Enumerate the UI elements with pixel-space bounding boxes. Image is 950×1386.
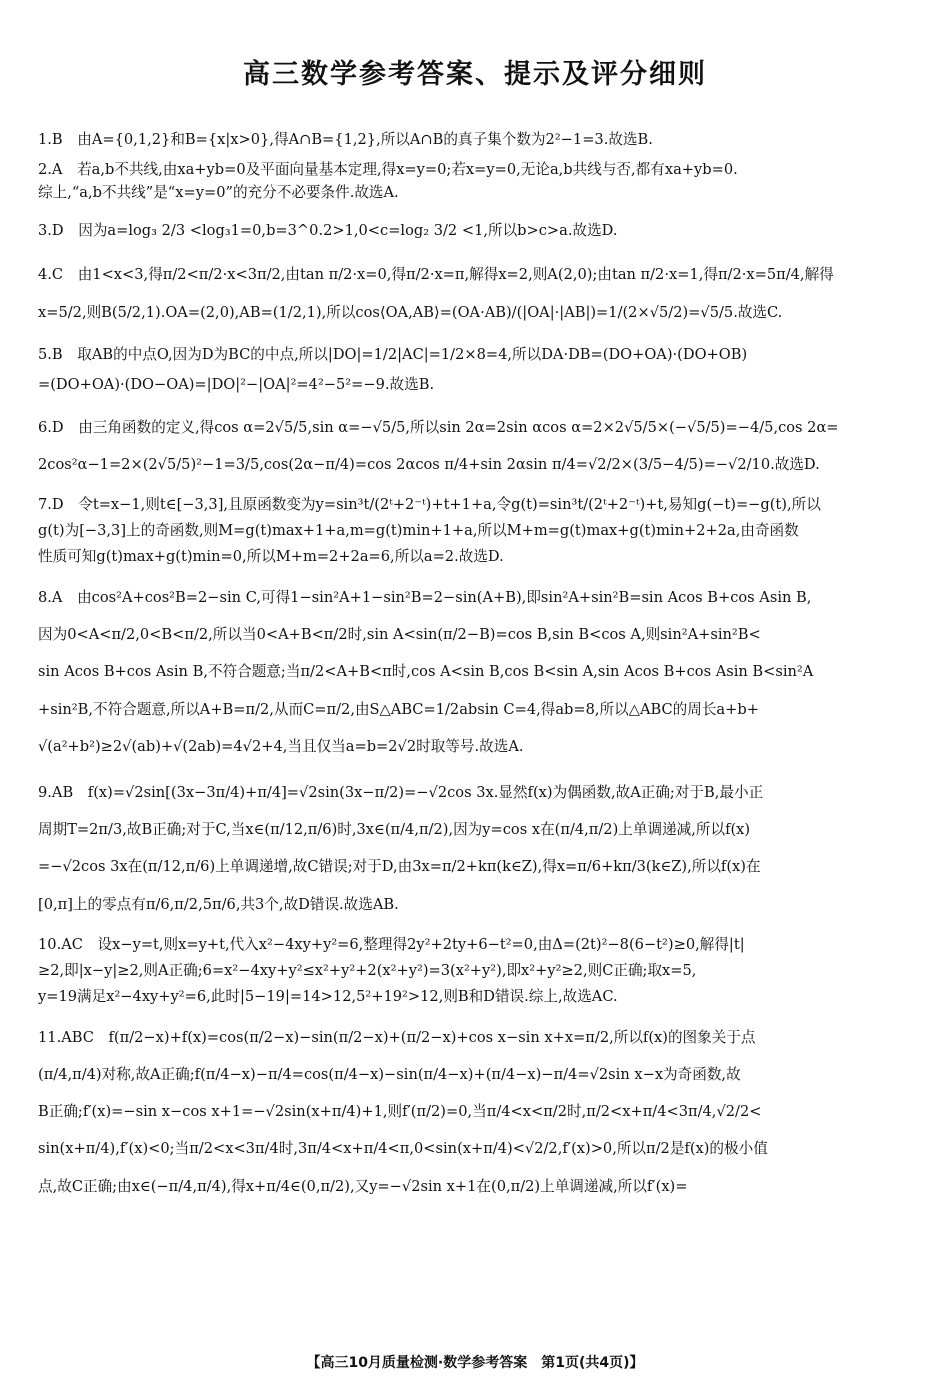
answer-line: y=19满足x²−4xy+y²=6,此时|5−19|=14>12,5²+19²>12,则B和D错误.综上,故选AC. (38, 987, 618, 1005)
answer-line: 综上,“a,b不共线”是“x=y=0”的充分不必要条件.故选A. (38, 184, 399, 202)
answer-item (38, 1019, 918, 1205)
answer-line (38, 932, 918, 958)
answer-number: 3.D (38, 221, 64, 239)
answer-line: ≥2,即|x−y|≥2,则A正确;6=x²−4xy+y²≤x²+y²+2(x²+y²)=3(x²+y²),即x²+y²≥2,则C正确;取x=5, (38, 961, 697, 979)
answer-line: g(t)为[−3,3]上的奇函数,则M=g(t)max+1+a,m=g(t)min+1+a,所以M+m=g(t)max+g(t)min+2+2a,由奇函数 (38, 522, 799, 540)
answer-line (38, 214, 918, 248)
answer-line (38, 158, 918, 182)
answer-text: 取AB的中点O,因为D为BC的中点,所以|DO|=1/2|AC|=1/2×8=4,所以DA·DB=(DO+OA)·(DO+OB) (77, 345, 748, 363)
answer-line (38, 128, 918, 152)
answer-item (38, 932, 918, 1010)
answer-line: =−√2cos 3x在(π/12,π/6)上单调递增,故C错误;对于D,由3x=π/2+kπ(k∈Z),得x=π/6+kπ/3(k∈Z),所以f(x)在 (38, 858, 761, 876)
answer-number: 6.D (38, 418, 64, 436)
answer-text: 因为a=log₃ 2/3 <log₃1=0,b=3^0.2>1,0<c=log₂ 3/2 <1,所以b>c>a.故选D. (78, 221, 618, 239)
answer-number: 1.B (38, 131, 63, 148)
answer-text: 由cos²A+cos²B=2−sin C,可得1−sin²A+1−sin²B=2−sin(A+B),即sin²A+sin²B=sin Acos B+cos Asin B, (77, 589, 812, 607)
answer-number: 10.AC (38, 935, 83, 953)
answer-text: 由A={0,1,2}和B={x|x>0},得A∩B={1,2},所以A∩B的真子集个数为2²−1=3.故选B. (77, 131, 653, 148)
answer-line (38, 409, 918, 446)
answer-item (38, 579, 918, 765)
answer-item (38, 409, 918, 483)
answer-line: +sin²B,不符合题意,所以A+B=π/2,从而C=π/2,由S△ABC=1/2absin C=4,得ab=8,所以△ABC的周长a+b+ (38, 700, 759, 718)
answer-text: f(π/2−x)+f(x)=cos(π/2−x)−sin(π/2−x)+(π/2−x)+cos x−sin x+x=π/2,所以f(x)的图象关于点 (108, 1028, 756, 1046)
answer-line: [0,π]上的零点有π/6,π/2,5π/6,共3个,故D错误.故选AB. (38, 895, 399, 913)
answer-item (38, 128, 918, 152)
page-footer: 【高三10月质量检测·数学参考答案 第1页(共4页)】 (306, 1355, 644, 1371)
answer-line: 2cos²α−1=2×(2√5/5)²−1=3/5,cos(2α−π/4)=cos 2αcos π/4+sin 2αsin π/4=√2/2×(3/5−4/5)=−√2/10.故选D. (38, 455, 820, 473)
answer-line: √(a²+b²)≥2√(ab)+√(2ab)=4√2+4,当且仅当a=b=2√2时取等号.故选A. (38, 737, 524, 755)
answer-number: 2.A (38, 160, 63, 178)
answer-line: 点,故C正确;由x∈(−π/4,π/4),得x+π/4∈(0,π/2),又y=−√2sin x+1在(0,π/2)上单调递减,所以f′(x)= (38, 1177, 688, 1195)
answer-list (38, 128, 918, 1214)
page-title: 高三数学参考答案、提示及评分细则 (243, 59, 707, 90)
answer-line: (π/4,π/4)对称,故A正确;f(π/4−x)−π/4=cos(π/4−x)−sin(π/4−x)+(π/4−x)−π/4=√2sin x−x为奇函数,故 (38, 1065, 741, 1083)
answer-line (38, 579, 918, 616)
answer-text: f(x)=√2sin[(3x−3π/4)+π/4]=√2sin(3x−π/2)=−√2cos 3x.显然f(x)为偶函数,故A正确;对于B,最小正 (87, 784, 764, 802)
answer-line: 因为0<A<π/2,0<B<π/2,所以当0<A+B<π/2时,sin A<sin(π/2−B)=cos B,sin B<cos A,则sin²A+sin²B< (38, 626, 761, 644)
answer-line: sin Acos B+cos Asin B,不符合题意;当π/2<A+B<π时,cos A<sin B,cos B<sin A,sin Acos B+cos Asin B<sin²A (38, 663, 814, 681)
answer-number: 5.B (38, 345, 63, 363)
answer-item (38, 774, 918, 923)
answer-text: 若a,b不共线,由xa+yb=0及平面向量基本定理,得x=y=0;若x=y=0,无论a,b共线与否,都有xa+yb=0. (77, 160, 738, 178)
answer-number: 4.C (38, 266, 64, 284)
answer-line: 周期T=2π/3,故B正确;对于C,当x∈(π/12,π/6)时,3x∈(π/4,π/2),因为y=cos x在(π/4,π/2)上单调递减,所以f(x) (38, 821, 751, 839)
answer-line (38, 340, 918, 370)
answer-number: 8.A (38, 589, 63, 607)
answer-number: 7.D (38, 496, 64, 514)
answer-line (38, 256, 918, 293)
answer-number: 9.AB (38, 784, 74, 802)
answer-line: =(DO+OA)·(DO−OA)=|DO|²−|OA|²=4²−5²=−9.故选B. (38, 375, 435, 393)
answer-line: B正确;f′(x)=−sin x−cos x+1=−√2sin(x+π/4)+1,则f′(π/2)=0,当π/4<x<π/2时,π/2<x+π/4<3π/4,√2/2< (38, 1103, 762, 1121)
answer-text: 设x−y=t,则x=y+t,代入x²−4xy+y²=6,整理得2y²+2ty+6−t²=0,由Δ=(2t)²−8(6−t²)≥0,解得|t| (97, 935, 745, 953)
answer-line (38, 1019, 918, 1056)
answer-number: 11.ABC (38, 1028, 94, 1046)
answer-item (38, 492, 918, 570)
answer-line: sin(x+π/4),f′(x)<0;当π/2<x<3π/4时,3π/4<x+π/4<π,0<sin(x+π/4)<√2/2,f′(x)>0,所以π/2是f(x)的极小值 (38, 1140, 768, 1158)
answer-item (38, 256, 918, 330)
answer-text: 由1<x<3,得π/2<π/2·x<3π/2,由tan π/2·x=0,得π/2·x=π,解得x=2,则A(2,0);由tan π/2·x=1,得π/2·x=5π/4,解得 (77, 266, 834, 284)
answer-line (38, 492, 918, 518)
answer-line: 性质可知g(t)max+g(t)min=0,所以M+m=2+2a=6,所以a=2.故选D. (38, 548, 504, 566)
answer-item (38, 214, 918, 248)
answer-line: x=5/2,则B(5/2,1).OA=(2,0),AB=(1/2,1),所以cos⟨OA,AB⟩=(OA·AB)/(|OA|·|AB|)=1/(2×√5/2)=√5/5.故选C. (38, 303, 783, 321)
answer-item (38, 158, 918, 205)
answer-line (38, 774, 918, 811)
answer-text: 由三角函数的定义,得cos α=2√5/5,sin α=−√5/5,所以sin 2α=2sin αcos α=2×2√5/5×(−√5/5)=−4/5,cos 2α= (78, 418, 839, 436)
answer-text: 令t=x−1,则t∈[−3,3],且原函数变为y=sin³t/(2ᵗ+2⁻ᵗ)+t+1+a,令g(t)=sin³t/(2ᵗ+2⁻ᵗ)+t,易知g(−t)=−g(t),所以 (78, 496, 821, 514)
answer-item (38, 340, 918, 400)
